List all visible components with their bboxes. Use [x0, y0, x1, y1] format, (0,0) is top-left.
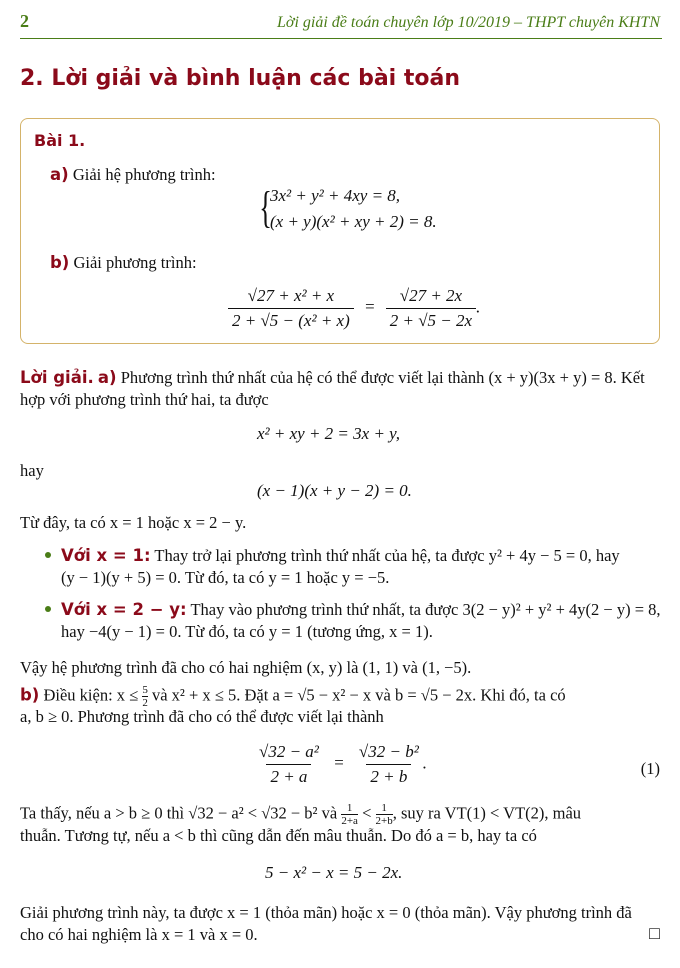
solution-line-1	[20, 367, 645, 389]
solution-label: Lời giải.	[20, 368, 94, 387]
part-b-label: b)	[50, 253, 70, 272]
solution-p1: Phương trình thứ nhất của hệ có thể được viết lại thành (x + y)(3x + y) = 8. Kết	[120, 368, 645, 387]
solution-p5a: Ta thấy, nếu a > b ≥ 0 thì √32 − a² < √32 − b² và	[20, 803, 338, 823]
part-b-text: Giải phương trình:	[73, 253, 197, 272]
equation-b: $\frac{\text{√27 + x² + x}}{\text{2 + √5 − (x² + x)}}$ = $\frac{√27 + 2x}{2 + √5 - 2x}$ .	[228, 286, 480, 331]
solution-p6b: cho có hai nghiệm là x = 1 và x = 0.	[20, 925, 258, 944]
p4-frac-num: 5	[142, 684, 148, 696]
solution-line-2: hợp với phương trình thứ hai, ta được	[20, 390, 269, 409]
eq-b-right-den: 2 + √5 − 2x	[386, 308, 476, 331]
system-eq-1: 3x² + y² + 4xy = 8,	[270, 186, 401, 205]
solution-p3: Vậy hệ phương trình đã cho có hai nghiệm (x, y) là (1, 1) và (1, −5).	[20, 658, 472, 677]
hay-text: hay	[20, 461, 44, 480]
display-eq-1: x² + xy + 2 = 3x + y,	[257, 424, 401, 443]
solution-part-a-label: a)	[97, 368, 117, 387]
eq1-left-den: 2 + a	[266, 764, 311, 787]
p5-fraction-2	[376, 802, 393, 827]
bullet-2-label: Với x = 2 − y:	[61, 600, 187, 619]
bullet-1-dot	[45, 552, 51, 558]
part-a-label: a)	[50, 165, 69, 184]
p4-frac-den: 2	[142, 697, 148, 709]
display-eq-2: (x − 1)(x + y − 2) = 0.	[257, 481, 412, 500]
eq1-left-num: √32 − a²	[259, 742, 319, 761]
system-brace: {	[259, 183, 272, 232]
bullet-1	[61, 545, 620, 567]
page-number: 2	[20, 11, 29, 31]
bullet-1-text: Thay trở lại phương trình thứ nhất của hệ, ta được y² + 4y − 5 = 0, hay	[154, 546, 620, 565]
part-a-text: Giải hệ phương trình:	[72, 165, 216, 184]
equation-1: $\frac{\text{√32 − a²}}{2 + a}$ = $\frac{\text{√32 − b²}}{2 + b}$ .	[255, 742, 427, 787]
qed-symbol: □	[649, 923, 660, 943]
bullet-2-dot	[45, 606, 51, 612]
eq-b-left-den: 2 + √5 − (x² + x)	[228, 308, 354, 331]
running-title: Lời giải đề toán chuyên lớp 10/2019 – THPT chuyên KHTN	[277, 14, 660, 31]
p5-f2-den: 2+b	[375, 815, 393, 827]
solution-p6: Giải phương trình này, ta được x = 1 (thỏa mãn) hoặc x = 0 (thỏa mãn). Vậy phương trình đã	[20, 903, 632, 922]
section-heading	[20, 66, 460, 91]
section-number: 2.	[20, 66, 44, 91]
bullet-2	[61, 599, 661, 621]
eq1-right-den: 2 + b	[366, 764, 411, 787]
problem-part-a	[50, 164, 216, 186]
bullet-2-text: Thay vào phương trình thứ nhất, ta được 3(2 − y)² + y² + 4y(2 − y) = 8,	[190, 600, 661, 619]
system-eq-2: (x + y)(x² + xy + 2) = 8.	[270, 212, 437, 231]
section-title: Lời giải và bình luận các bài toán	[51, 66, 461, 91]
solution-p4a: Điều kiện: x ≤	[43, 685, 139, 705]
solution-p2: Từ đây, ta có x = 1 hoặc x = 2 − y.	[20, 513, 247, 532]
bullet-1-label: Với x = 1:	[61, 546, 151, 565]
p5-fraction-1	[341, 802, 358, 827]
eq1-right-num: √32 − b²	[358, 742, 419, 761]
equation-1-tag: (1)	[640, 759, 660, 778]
header-rule	[20, 38, 662, 39]
solution-p5	[20, 802, 581, 827]
problem-label: Bài 1.	[34, 131, 86, 150]
p5-f1-den: 2+a	[341, 815, 358, 827]
solution-part-b-label: b)	[20, 685, 40, 705]
eq-b-right-num: √27 + 2x	[399, 286, 463, 305]
problem-part-b	[50, 252, 197, 274]
bullet-1-line-2: (y − 1)(y + 5) = 0. Từ đó, ta có y = 1 hoặc y = −5.	[61, 568, 390, 587]
p5-f2-num: 1	[381, 802, 387, 814]
solution-p4b: và x² + x ≤ 5. Đặt a = √5 − x² − x và b = √5 − 2x. Khi đó, ta có	[151, 685, 566, 705]
display-eq-3: 5 − x² − x = 5 − 2x.	[265, 863, 403, 882]
p5-lt: <	[362, 803, 372, 823]
eq-b-left-num: √27 + x² + x	[247, 286, 335, 305]
bullet-2-line-2: hay −4(y − 1) = 0. Từ đó, ta có y = 1 (tương ứng, x = 1).	[61, 622, 433, 641]
solution-p5b: , suy ra VT(1) < VT(2), mâu	[392, 803, 582, 823]
p5-f1-num: 1	[346, 802, 353, 814]
solution-p4c: a, b ≥ 0. Phương trình đã cho có thể được viết lại thành	[20, 707, 384, 726]
solution-p5c: thuẫn. Tương tự, nếu a < b thì cũng dẫn đến mâu thuẫn. Do đó a = b, hay ta có	[20, 826, 537, 845]
